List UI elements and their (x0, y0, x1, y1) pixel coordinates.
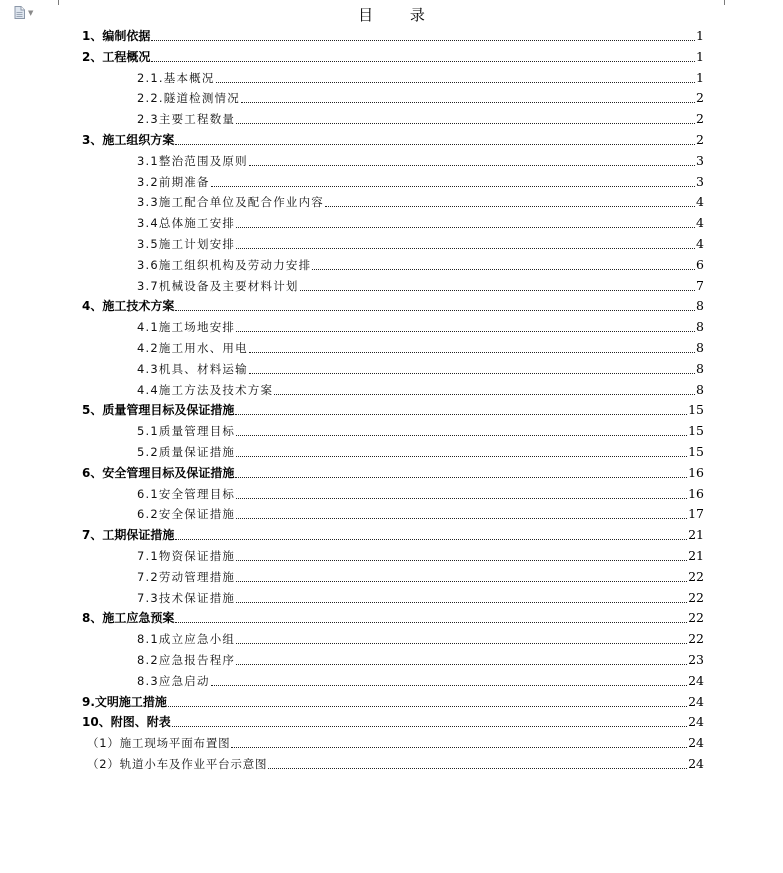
toc-entry[interactable] (87, 731, 704, 751)
toc-entry-page-number: 15 (688, 444, 704, 459)
dot-leader (235, 477, 687, 478)
toc-entry-label: 2、工程概况 (82, 49, 151, 64)
dot-leader (211, 186, 695, 187)
toc-entry-page-number: 8 (696, 360, 704, 376)
toc-entry-label: 8.2应急报告程序 (137, 653, 236, 667)
toc-entry-label: 4、施工技术方案 (82, 299, 175, 314)
dot-leader (216, 82, 695, 83)
toc-entry[interactable] (137, 190, 704, 210)
dot-leader (236, 498, 687, 499)
toc-entry-label: 3.1整治范围及原则 (137, 153, 248, 168)
toc-entry-label: 3、施工组织方案 (82, 133, 175, 147)
toc-entry-page-number: 3 (696, 152, 704, 168)
dot-leader (241, 102, 695, 103)
toc-entry[interactable] (82, 398, 704, 418)
toc-entry-label: 3.4总体施工安排 (137, 216, 236, 231)
toc-entry-label: 8.1成立应急小组 (137, 632, 236, 647)
toc-entry-label: 7.2劳动管理措施 (137, 569, 236, 584)
toc-entry[interactable] (137, 170, 704, 190)
toc-entry-label: 8、施工应急预案 (82, 611, 175, 626)
dot-leader (151, 61, 695, 62)
dot-leader (236, 602, 687, 603)
toc-entry-label: 3.7机械设备及主要材料计划 (137, 278, 299, 293)
dot-leader (236, 123, 695, 124)
page-title: 目 录 (358, 6, 441, 24)
toc-entry-page-number: 17 (688, 506, 704, 522)
toc-entry[interactable] (82, 24, 704, 44)
dot-leader (236, 435, 687, 436)
dot-leader (268, 768, 687, 769)
toc-entry[interactable] (82, 128, 704, 148)
toc-entry[interactable] (137, 107, 704, 127)
toc-entry-page-number: 2 (696, 90, 704, 106)
toc-entry-label: 1、编制依据 (82, 29, 151, 43)
toc-entry[interactable] (137, 357, 704, 377)
toc-entry-page-number: 8 (696, 298, 704, 314)
toc-entry-label: （1）施工现场平面布置图 (87, 736, 231, 751)
toc-entry-page-number: 22 (688, 589, 704, 605)
dot-leader (236, 664, 687, 665)
toc-entry-label: 5、质量管理目标及保证措施 (82, 403, 235, 418)
dot-leader (274, 394, 695, 395)
toc-entry[interactable] (137, 253, 704, 273)
toc-entry[interactable] (137, 336, 704, 356)
toc-entry-page-number: 22 (688, 610, 704, 626)
toc-entry[interactable] (82, 523, 704, 543)
toc-entry-label: 2.1.基本概况 (137, 70, 215, 85)
toc-entry[interactable] (137, 86, 704, 106)
toc-entry-page-number: 22 (688, 631, 704, 647)
dot-leader (231, 747, 687, 748)
dot-leader (249, 165, 695, 166)
dot-leader (151, 40, 695, 41)
toc-entry-label: 4.1施工场地安排 (137, 320, 236, 335)
toc-entry[interactable] (137, 66, 704, 86)
toc-entry-page-number: 21 (688, 548, 704, 563)
toc-entry-label: （2）轨道小车及作业平台示意图 (87, 757, 268, 771)
toc-entry-label: 7.3技术保证措施 (137, 590, 236, 605)
toc-entry-label: 7.1物资保证措施 (137, 549, 236, 563)
toc-entry-page-number: 6 (696, 256, 704, 272)
dot-leader (249, 373, 695, 374)
toc-entry[interactable] (137, 440, 704, 460)
toc-entry-page-number: 24 (688, 672, 704, 688)
dot-leader (211, 685, 687, 686)
toc-entry-label: 5.2质量保证措施 (137, 445, 236, 459)
toc-entry-page-number: 1 (696, 48, 704, 64)
toc-entry-page-number: 23 (688, 652, 704, 667)
toc-entry-label: 5.1质量管理目标 (137, 424, 236, 439)
toc-entry[interactable] (82, 461, 704, 481)
toc-entry-label: 6.1安全管理目标 (137, 486, 236, 501)
toc-entry-label: 6、安全管理目标及保证措施 (82, 465, 235, 480)
toc-entry[interactable] (137, 586, 704, 606)
toc-entry-label: 3.3施工配合单位及配合作业内容 (137, 195, 324, 210)
toc-entry[interactable] (137, 502, 704, 522)
dot-leader (175, 310, 695, 311)
toc-entry[interactable] (137, 211, 704, 231)
toc-entry-page-number: 4 (696, 215, 704, 231)
toc-entry-label: 6.2安全保证措施 (137, 507, 236, 522)
toc-entry[interactable] (137, 482, 704, 502)
toc-entry-label: 2.3主要工程数量 (137, 112, 236, 127)
toc-entry-page-number: 24 (688, 735, 704, 751)
toc-entry[interactable] (82, 710, 704, 730)
dot-leader (236, 331, 695, 332)
toc-entry-page-number: 16 (688, 464, 704, 480)
toc-entry[interactable] (82, 45, 704, 65)
toc-entry-label: 3.6施工组织机构及劳动力安排 (137, 257, 312, 272)
toc-entry-page-number: 2 (696, 132, 704, 147)
toc-entry-label: 3.2前期准备 (137, 174, 210, 189)
dot-leader (236, 643, 687, 644)
toc-entry-page-number: 15 (688, 423, 704, 439)
toc-entry-label: 4.2施工用水、用电 (137, 341, 248, 355)
toc-entry[interactable] (137, 565, 704, 585)
toc-entry-label: 7、工期保证措施 (82, 528, 175, 543)
dot-leader (175, 622, 687, 623)
toc-entry[interactable] (87, 752, 704, 772)
toc-entry-label: 10、附图、附表 (82, 715, 171, 730)
toc-entry-page-number: 3 (696, 173, 704, 189)
dot-leader (236, 518, 687, 519)
toc-entry-page-number: 8 (696, 340, 704, 355)
dot-leader (300, 290, 695, 291)
toc-entry[interactable] (137, 627, 704, 647)
toc-entry-page-number: 24 (688, 714, 704, 730)
toc-entry[interactable] (137, 419, 704, 439)
chevron-down-icon: ▼ (28, 8, 34, 17)
dot-leader (312, 269, 695, 270)
toc-entry-page-number: 4 (696, 194, 704, 210)
dot-leader (235, 414, 687, 415)
toc-entry[interactable] (137, 669, 704, 689)
toc-entry-page-number: 24 (688, 693, 704, 709)
dot-leader (175, 144, 695, 145)
toc-entry-page-number: 1 (696, 28, 704, 43)
dot-leader (172, 726, 687, 727)
dot-leader (325, 206, 695, 207)
toc-entry[interactable] (137, 232, 704, 252)
dot-leader (236, 581, 687, 582)
toc-entry-label: 4.3机具、材料运输 (137, 361, 248, 376)
toc-entry-page-number: 7 (696, 277, 704, 293)
toc-entry-page-number: 21 (688, 527, 704, 543)
toc-entry[interactable] (82, 690, 704, 710)
toc-entry-label: 2.2.隧道检测情况 (137, 91, 240, 106)
toc-entry-label: 3.5施工计划安排 (137, 237, 236, 251)
dot-leader (175, 539, 687, 540)
dot-leader (236, 227, 695, 228)
toc-entry-page-number: 1 (696, 69, 704, 85)
toc-entry[interactable] (137, 544, 704, 564)
toc-entry[interactable] (137, 315, 704, 335)
toc-entry-page-number: 2 (696, 111, 704, 127)
toc-entry[interactable] (137, 149, 704, 169)
dot-leader (249, 352, 695, 353)
toc-entry[interactable] (137, 378, 704, 398)
dot-leader (236, 560, 687, 561)
toc-entry-label: 9.文明施工措施 (82, 694, 167, 709)
toc-entry[interactable] (82, 606, 704, 626)
toc-entry-page-number: 15 (688, 402, 704, 418)
toc-entry-label: 4.4施工方法及技术方案 (137, 382, 274, 397)
toc-entry[interactable] (137, 648, 704, 668)
toc-entry-page-number: 24 (688, 756, 704, 771)
toc-entry-page-number: 22 (688, 568, 704, 584)
dot-leader (168, 706, 687, 707)
toc-entry-label: 8.3应急启动 (137, 673, 210, 688)
dot-leader (236, 248, 695, 249)
dot-leader (236, 456, 687, 457)
toc-entry-page-number: 4 (696, 236, 704, 251)
toc-entry[interactable] (82, 294, 704, 314)
toc-entry[interactable] (137, 274, 704, 294)
toc-entry-page-number: 8 (696, 319, 704, 335)
toc-entry-page-number: 16 (688, 485, 704, 501)
toc-entry-page-number: 8 (696, 381, 704, 397)
